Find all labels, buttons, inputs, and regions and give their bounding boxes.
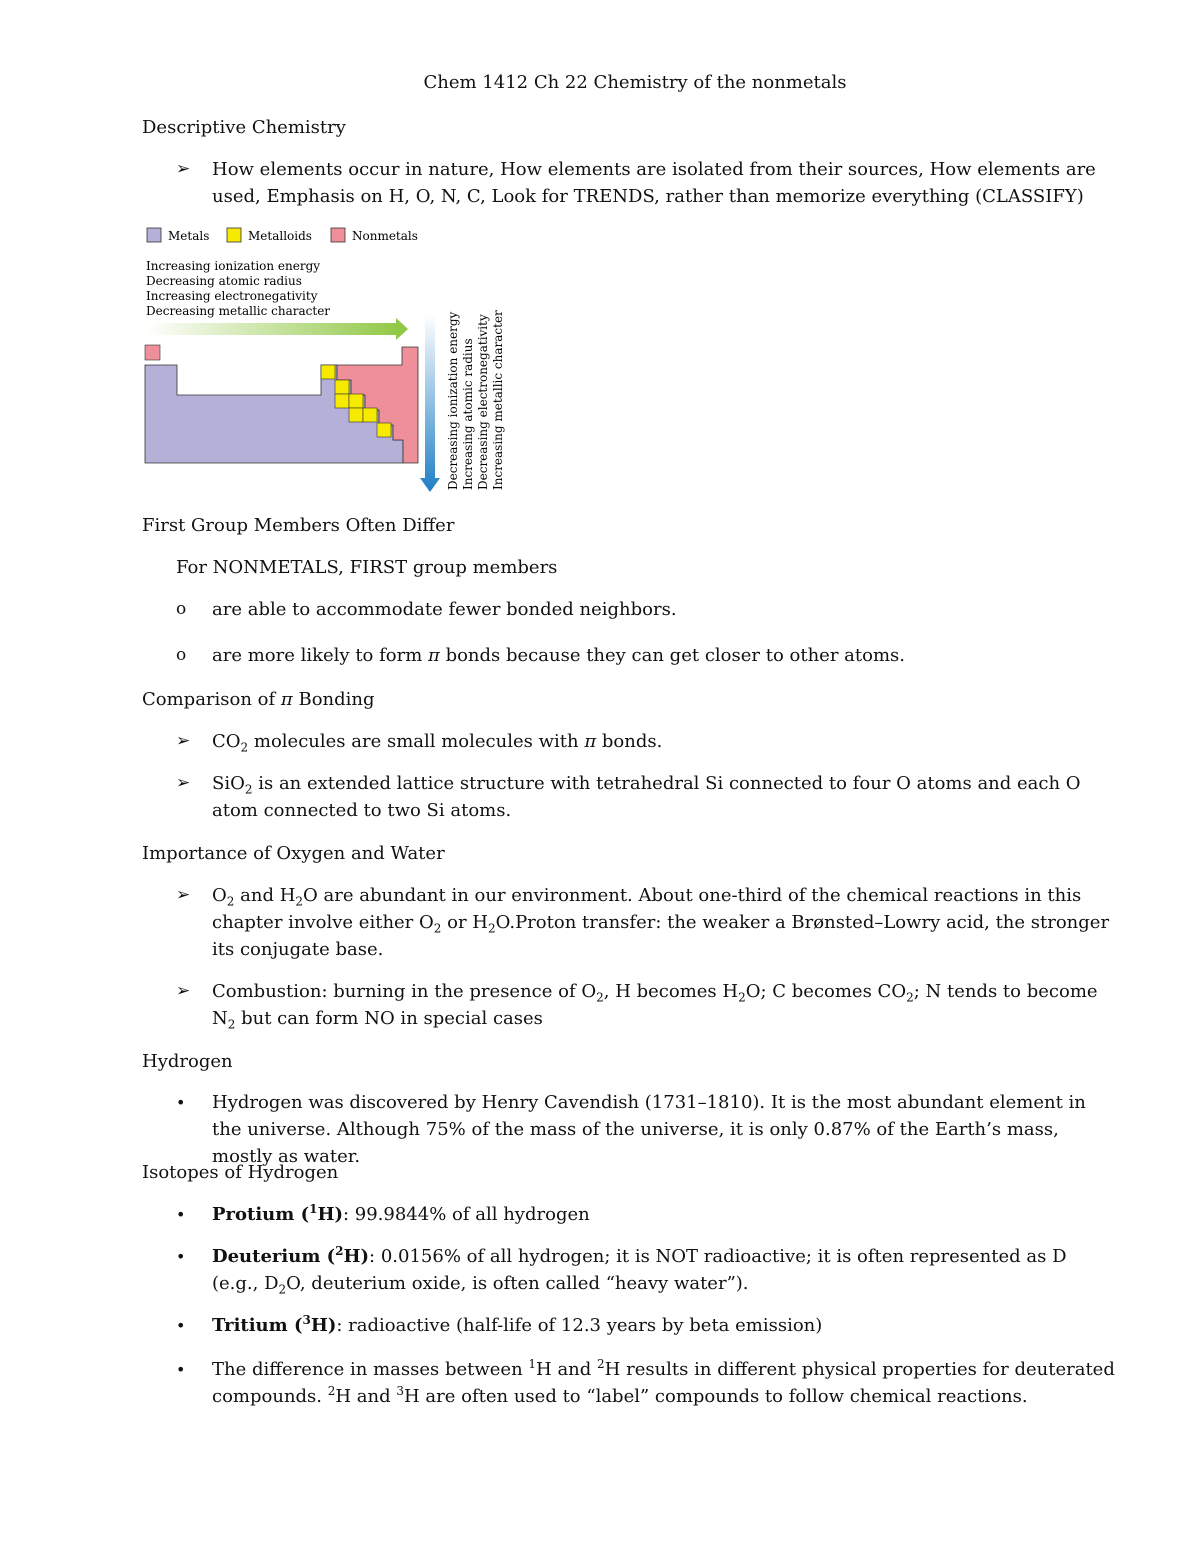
trend-ionization-energy: Increasing ionization energy <box>146 259 321 273</box>
list-item-text: Tritium ($^3$H): radioactive (half-life of 12.3 years by beta emission) <box>212 1313 823 1336</box>
list-item <box>176 156 1116 210</box>
arrow-bullet-icon: ➢ <box>176 731 191 751</box>
arrow-bullet-icon: ➢ <box>176 773 191 793</box>
vtrend-atomic-radius: Increasing atomic radius <box>461 338 475 490</box>
trend-atomic-radius: Decreasing atomic radius <box>146 274 302 288</box>
list-item <box>176 1089 1116 1170</box>
list-item-text: are able to accommodate fewer bonded neighbors. <box>212 599 677 620</box>
list-item-text: The difference in masses between $^1$H and $^2$H results in different physical properties for deuterated compounds. $^2$H and $^3$H are often used to “label” compounds to follow chemical reactions. <box>212 1357 1115 1407</box>
legend-nonmetals-swatch <box>331 228 345 242</box>
vtrend-metallic-character: Increasing metallic character <box>491 310 505 490</box>
list-item-text: How elements occur in nature, How elements are isolated from their sources, How elements are used, Emphasis on H, O, N, C, Look for TRENDS, rather than memorize everything (CLASSIFY) <box>212 159 1096 207</box>
vertical-trend-arrow <box>420 315 440 492</box>
legend-metalloids-label: Metalloids <box>248 229 312 243</box>
list-item-text: SiO$_2$ is an extended lattice structure with tetrahedral Si connected to four O atoms and each O atom connected to two Si atoms. <box>212 773 1081 821</box>
legend-metals-swatch <box>147 228 161 242</box>
heading-descriptive-chemistry: Descriptive Chemistry <box>142 117 346 138</box>
periodic-trends-figure <box>140 220 520 500</box>
hydrogen-cell <box>145 345 160 360</box>
dot-bullet-icon: • <box>176 1247 186 1266</box>
legend-metals-label: Metals <box>168 229 210 243</box>
arrow-bullet-icon: ➢ <box>176 159 191 179</box>
legend-nonmetals-label: Nonmetals <box>352 229 418 243</box>
heading-comparison-pi: Comparison of π Bonding <box>142 689 375 710</box>
list-item <box>176 1312 1116 1339</box>
list-item <box>176 978 1116 1032</box>
list-item-text: are more likely to form π bonds because they can get closer to other atoms. <box>212 645 905 666</box>
heading-hydrogen: Hydrogen <box>142 1051 233 1072</box>
list-item <box>176 642 1116 669</box>
dot-bullet-icon: • <box>176 1316 186 1335</box>
vtrend-electronegativity: Decreasing electronegativity <box>476 314 490 490</box>
list-item-text: Combustion: burning in the presence of $O_2$, H becomes $H_2O$; C becomes $CO_2$; N tends to become $N_2$ but can form NO in special cases <box>212 981 1098 1032</box>
dot-bullet-icon: • <box>176 1360 186 1379</box>
list-item <box>176 1356 1116 1410</box>
list-item <box>176 1243 1116 1297</box>
list-item-text: Deuterium ($^2$H): 0.0156% of all hydrogen; it is NOT radioactive; it is often represented as D (e.g., $D_2O$, deuterium oxide, is often called “heavy water”). <box>212 1244 1067 1297</box>
list-item-text: Protium ($^1$H): 99.9844% of all hydrogen <box>212 1202 590 1225</box>
horizontal-trend-arrow <box>146 318 408 340</box>
list-item <box>176 770 1116 824</box>
list-item <box>176 728 1116 755</box>
list-item <box>176 882 1116 963</box>
arrow-bullet-icon: ➢ <box>176 885 191 905</box>
list-item-text: $O_2$ and $H_2O$ are abundant in our environment. About one-third of the chemical reactions in this chapter involve either $O_2$ or $H_2O.Proton$ transfer: the weaker a Brønsted–Lowry acid, the stronger its conjugate base. <box>212 885 1110 960</box>
arrow-bullet-icon: ➢ <box>176 981 191 1001</box>
trend-electronegativity: Increasing electronegativity <box>146 289 318 303</box>
circle-bullet-icon: o <box>176 599 187 619</box>
list-item-text: $CO_2$ molecules are small molecules with π bonds. <box>212 731 663 755</box>
trend-metallic-character: Decreasing metallic character <box>146 304 331 318</box>
heading-oxygen-water: Importance of Oxygen and Water <box>142 843 445 864</box>
vtrend-ionization-energy: Decreasing ionization energy <box>446 311 460 490</box>
list-item-text: Hydrogen was discovered by Henry Cavendish (1731–1810). It is the most abundant element in the universe. Although 75% of the mass of the universe, it is only 0.87% of the Earth’s mass, mostly as water. <box>212 1092 1086 1167</box>
list-item <box>176 596 1116 623</box>
heading-isotopes: Isotopes of Hydrogen <box>142 1162 339 1183</box>
dot-bullet-icon: • <box>176 1093 186 1112</box>
dot-bullet-icon: • <box>176 1205 186 1224</box>
list-item <box>176 1201 1116 1228</box>
circle-bullet-icon: o <box>176 645 187 665</box>
nonmetals-intro: For NONMETALS, FIRST group members <box>176 557 558 578</box>
legend-metalloids-swatch <box>227 228 241 242</box>
page-title: Chem 1412 Ch 22 Chemistry of the nonmetals <box>423 72 847 93</box>
heading-first-group: First Group Members Often Differ <box>142 515 455 536</box>
